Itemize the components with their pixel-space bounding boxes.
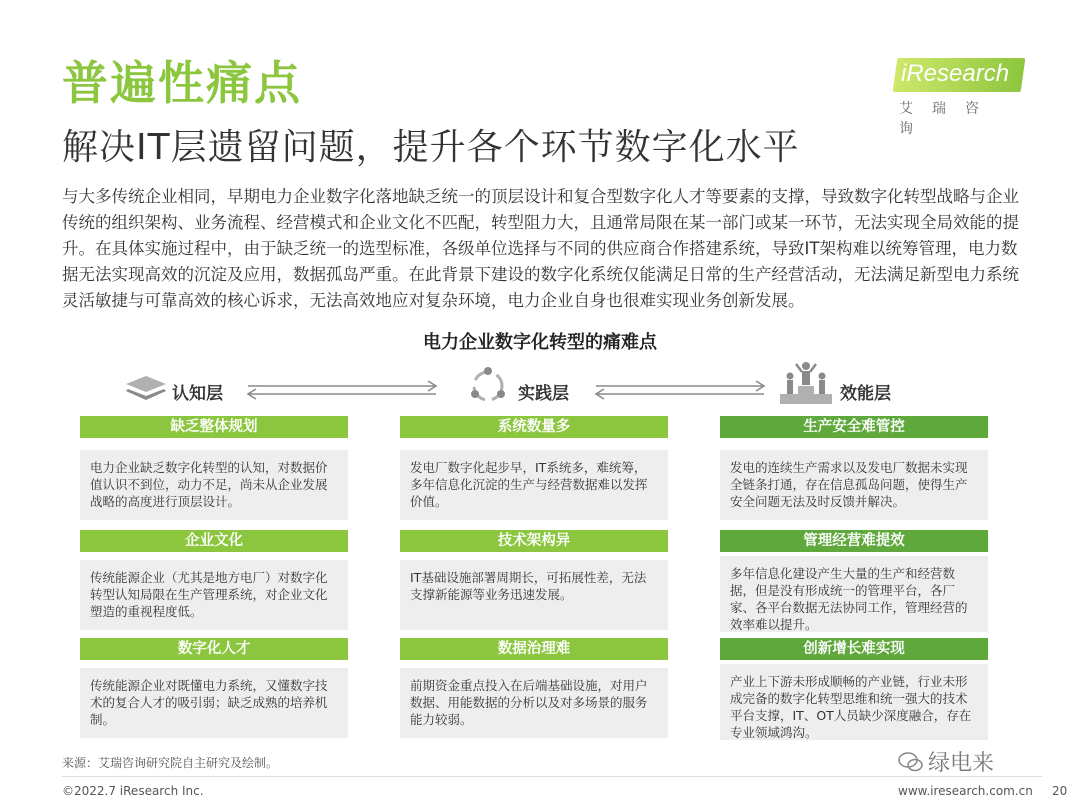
iresearch-logo [895,58,1030,137]
body-paragraph: 与大多传统企业相同，早期电力企业数字化落地缺乏统一的顶层设计和复合型数字化人才等要素的支撑，导致数字化转型战略与企业传统的组织架构、业务流程、经营模式和企业文化不匹配，转型阻力大，且通常局限在某一部门或某一环节，无法实现全局效能的提升。在具体实施过程中，由于缺乏统一的选型标准，各级单位选择与不同的供应商合作搭建系统，导致IT架构难以统筹管理，电力数据无法实现高效的沉淀及应用，数据孤岛严重。在此背景下建设的数字化系统仅能满足日常的生产经营活动，无法满足新型电力系统灵活敏捷与可靠高效的核心诉求，无法高效地应对复杂环境，电力企业自身也很难实现业务创新发展。 [62,187,1019,310]
card-header: 管理经营难提效 [720,530,988,552]
watermark-text: 绿电来 [928,751,995,776]
wechat-icon [898,750,924,774]
page-number: 20 [1052,784,1068,798]
card-text: 发电的连续生产需求以及发电厂数据未实现全链条打通，存在信息孤岛问题，使得生产安全问题无法及时反馈并解决。 [720,450,988,520]
card-text: 多年信息化建设产生大量的生产和经营数据，但是没有形成统一的管理平台，各厂家、各平台数据无法协同工作，管理经营的效率难以提升。 [720,556,988,632]
cycle-icon [466,366,510,406]
card-text: 电力企业缺乏数字化转型的认知，对数据价值认识不到位，动力不足，尚未从企业发展战略的高度进行顶层设计。 [80,450,348,520]
card-header: 企业文化 [80,530,348,552]
double-arrow-right [592,380,768,400]
card-header: 技术架构异 [400,530,668,552]
copyright: ©2022.7 iResearch Inc. [62,784,204,798]
card-header: 创新增长难实现 [720,638,988,660]
podium-icon [778,360,834,406]
card-text: 发电厂数字化起步早，IT系统多，难统筹，多年信息化沉淀的生产与经营数据难以发挥价值。 [400,450,668,520]
page-subtitle: 解决IT层遗留问题，提升各个环节数字化水平 [62,127,800,168]
card-text: 产业上下游未形成顺畅的产业链，行业未形成完备的数字化转型思维和统一强大的技术平台支撑，IT、OT人员缺少深度融合，存在专业领域鸿沟。 [720,664,988,740]
layer-label-cognition: 认知层 [172,384,223,404]
card-header: 系统数量多 [400,416,668,438]
layer-label-efficiency: 效能层 [840,384,891,404]
logo-subtext: 艾瑞咨询 [899,101,998,137]
card-text: 前期资金重点投入在后端基础设施，对用户数据、用能数据的分析以及对多场景的服务能力较弱。 [400,668,668,738]
source-note: 来源：艾瑞咨询研究院自主研究及绘制。 [62,756,279,770]
card-text: 传统能源企业对既懂电力系统，又懂数字技术的复合人才的吸引弱；缺乏成熟的培养机制。 [80,668,348,738]
layer-label-practice: 实践层 [518,384,569,404]
page-title: 普遍性痛点 [62,56,302,110]
website-link[interactable]: www.iresearch.com.cn [898,784,1033,798]
card-header: 数字化人才 [80,638,348,660]
double-arrow-left [244,380,440,400]
logo-text: iResearch [901,60,1010,87]
card-header: 缺乏整体规划 [80,416,348,438]
footer-divider [62,776,1042,777]
card-text: IT基础设施部署周期长，可拓展性差，无法支撑新能源等业务迅速发展。 [400,560,668,630]
layers-icon [124,374,168,404]
diagram-title: 电力企业数字化转型的痛难点 [423,332,657,353]
card-header: 数据治理难 [400,638,668,660]
card-header: 生产安全难管控 [720,416,988,438]
card-text: 传统能源企业（尤其是地方电厂）对数字化转型认知局限在生产管理系统，对企业文化塑造的重视程度低。 [80,560,348,630]
